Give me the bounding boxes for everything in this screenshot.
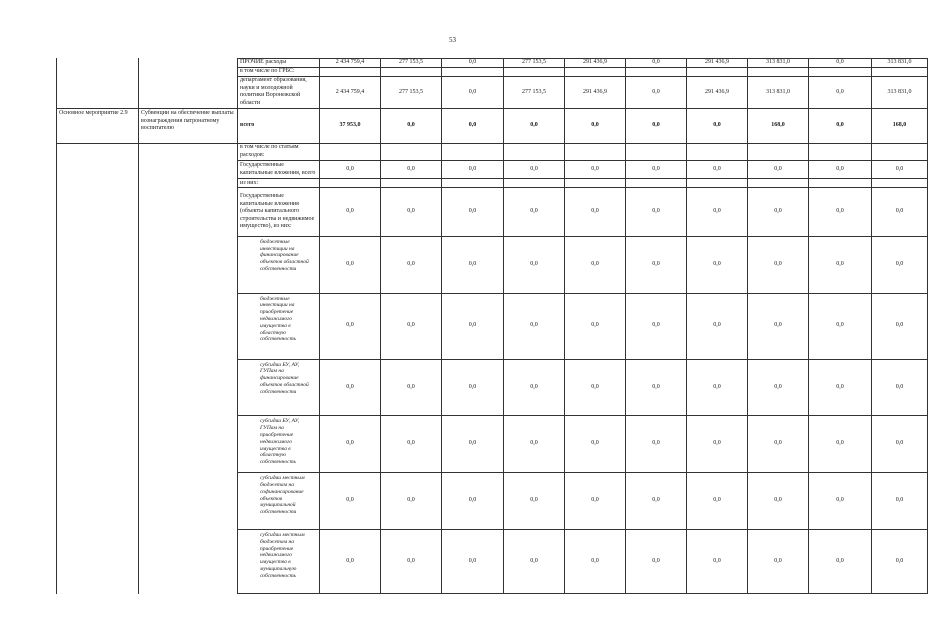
measure-title-cell (139, 359, 238, 416)
value-cell: 0,0 (809, 59, 872, 68)
value-cell: 0,0 (872, 359, 928, 416)
table-row (57, 160, 928, 179)
table-row (57, 359, 928, 416)
value-cell: 0,0 (442, 529, 504, 593)
value-cell: 0,0 (442, 293, 504, 359)
value-cell (626, 179, 687, 188)
value-cell: 0,0 (565, 416, 626, 473)
value-cell: 0,0 (381, 188, 442, 237)
table-row (57, 293, 928, 359)
value-cell: 0,0 (442, 160, 504, 179)
value-cell: 0,0 (626, 59, 687, 68)
value-cell: 0,0 (872, 529, 928, 593)
value-cell: 0,0 (872, 416, 928, 473)
value-cell: 0,0 (320, 359, 381, 416)
table-row (57, 144, 928, 161)
value-cell (626, 144, 687, 161)
value-cell (320, 67, 381, 76)
value-cell: 0,0 (687, 109, 748, 144)
measure-title-cell (139, 416, 238, 473)
row-label-text: Государственные капитальные вложения, всего (240, 162, 316, 176)
value-cell: 0,0 (320, 293, 381, 359)
value-cell (320, 179, 381, 188)
value-cell: 0,0 (381, 293, 442, 359)
table-row (57, 473, 928, 530)
value-cell: 0,0 (381, 529, 442, 593)
value-cell (381, 179, 442, 188)
value-cell: 0,0 (442, 188, 504, 237)
value-cell (381, 144, 442, 161)
value-cell: 0,0 (748, 529, 809, 593)
value-cell: 0,0 (504, 188, 565, 237)
value-cell (748, 144, 809, 161)
measure-title-cell (139, 76, 238, 108)
value-cell: 168,0 (748, 109, 809, 144)
row-label-text: всего (240, 122, 255, 129)
measure-title-cell (139, 473, 238, 530)
value-cell: 0,0 (565, 188, 626, 237)
value-cell (748, 179, 809, 188)
value-cell: 2 434 759,4 (320, 76, 381, 108)
row-label-text: бюджетные инвестиции на финансирование объектов областной собственности (260, 238, 309, 272)
measure-code-cell (57, 59, 139, 68)
value-cell (565, 179, 626, 188)
value-cell: 0,0 (504, 160, 565, 179)
value-cell: 0,0 (320, 236, 381, 293)
value-cell (442, 144, 504, 161)
measure-code-cell (57, 188, 139, 237)
value-cell (809, 179, 872, 188)
value-cell: 0,0 (748, 473, 809, 530)
row-label (238, 109, 320, 144)
value-cell: 313 831,0 (748, 76, 809, 108)
table-row (57, 179, 928, 188)
value-cell (565, 144, 626, 161)
measure-code-cell (57, 473, 139, 530)
value-cell: 0,0 (381, 359, 442, 416)
value-cell: 0,0 (320, 529, 381, 593)
measure-title-cell (139, 188, 238, 237)
value-cell (687, 67, 748, 76)
measure-code-cell (57, 67, 139, 76)
row-label (238, 59, 320, 68)
budget-table-container (56, 58, 912, 594)
value-cell: 0,0 (626, 359, 687, 416)
value-cell: 0,0 (565, 293, 626, 359)
measure-code-cell (57, 160, 139, 179)
value-cell: 0,0 (565, 359, 626, 416)
value-cell (504, 179, 565, 188)
value-cell: 0,0 (442, 76, 504, 108)
value-cell: 0,0 (565, 160, 626, 179)
row-label (238, 144, 320, 161)
value-cell: 0,0 (626, 188, 687, 237)
value-cell: 0,0 (626, 76, 687, 108)
row-label-text: в том числе по статьям расходов: (240, 144, 299, 159)
value-cell (872, 179, 928, 188)
value-cell: 0,0 (504, 416, 565, 473)
value-cell: 0,0 (687, 529, 748, 593)
row-label-text: департамент образования, науки и молодежной политики Воронежской области (240, 77, 307, 106)
value-cell: 277 153,5 (381, 59, 442, 68)
measure-title-cell (139, 293, 238, 359)
value-cell: 0,0 (381, 236, 442, 293)
value-cell: 0,0 (504, 359, 565, 416)
value-cell: 277 153,5 (504, 59, 565, 68)
value-cell: 0,0 (872, 236, 928, 293)
value-cell: 0,0 (442, 109, 504, 144)
row-label-text: Государственные капитальные вложения (объекты капитального строительства и недвижимое имущество), из них: (240, 193, 315, 230)
value-cell: 0,0 (381, 160, 442, 179)
measure-title: Субвенции на обеспечение выплаты вознаграждения патронатному воспитателю (139, 109, 238, 144)
value-cell: 313 831,0 (748, 59, 809, 68)
measure-code-cell (57, 179, 139, 188)
value-cell: 0,0 (687, 160, 748, 179)
value-cell: 0,0 (809, 109, 872, 144)
value-cell: 277 153,5 (381, 76, 442, 108)
value-cell (809, 67, 872, 76)
value-cell: 313 831,0 (872, 76, 928, 108)
table-row (57, 67, 928, 76)
value-cell: 0,0 (748, 236, 809, 293)
value-cell: 0,0 (809, 359, 872, 416)
value-cell: 0,0 (442, 473, 504, 530)
value-cell: 0,0 (442, 236, 504, 293)
value-cell: 0,0 (687, 416, 748, 473)
row-label (238, 160, 320, 179)
value-cell (504, 144, 565, 161)
value-cell: 0,0 (565, 236, 626, 293)
measure-title-cell (139, 160, 238, 179)
value-cell (809, 144, 872, 161)
value-cell: 0,0 (809, 473, 872, 530)
value-cell (442, 67, 504, 76)
value-cell: 291 436,9 (565, 76, 626, 108)
measure-title-cell (139, 144, 238, 161)
row-label-text: субсидии БУ, АУ, ГУПам на приобретение недвижимого имущества в областную собственность (260, 418, 300, 466)
value-cell (565, 67, 626, 76)
value-cell: 0,0 (626, 236, 687, 293)
row-label-text: ПРОЧИЕ расходы (240, 59, 287, 66)
table-row (57, 76, 928, 108)
value-cell: 0,0 (809, 293, 872, 359)
value-cell: 0,0 (626, 109, 687, 144)
value-cell (872, 144, 928, 161)
row-label-text: бюджетные инвестиции на приобретение недвижимого имущества в областную собственность (260, 295, 297, 343)
measure-title-cell (139, 236, 238, 293)
table-row (57, 416, 928, 473)
row-label (238, 529, 320, 593)
value-cell: 0,0 (504, 473, 565, 530)
value-cell: 0,0 (320, 188, 381, 237)
value-cell: 0,0 (872, 473, 928, 530)
row-label-text: субсидии БУ, АУ, ГУПам на финансирование объектов областной собственности (260, 361, 309, 395)
value-cell (687, 179, 748, 188)
value-cell: 291 436,9 (687, 59, 748, 68)
value-cell: 0,0 (748, 359, 809, 416)
value-cell: 0,0 (809, 236, 872, 293)
value-cell: 0,0 (809, 188, 872, 237)
row-label (238, 179, 320, 188)
measure-title-cell (139, 59, 238, 68)
value-cell: 0,0 (504, 293, 565, 359)
table-row (57, 109, 928, 144)
measure-code-cell (57, 144, 139, 161)
value-cell: 0,0 (565, 473, 626, 530)
measure-code-cell (57, 359, 139, 416)
value-cell (320, 144, 381, 161)
value-cell: 291 436,9 (565, 59, 626, 68)
value-cell: 0,0 (504, 236, 565, 293)
value-cell: 0,0 (626, 529, 687, 593)
measure-title-cell (139, 179, 238, 188)
row-label (238, 416, 320, 473)
value-cell (687, 144, 748, 161)
value-cell: 0,0 (809, 160, 872, 179)
value-cell: 0,0 (687, 236, 748, 293)
table-body (57, 59, 928, 594)
value-cell: 0,0 (687, 188, 748, 237)
value-cell: 0,0 (320, 416, 381, 473)
measure-title-cell (139, 67, 238, 76)
value-cell: 0,0 (687, 473, 748, 530)
value-cell: 0,0 (504, 109, 565, 144)
measure-title-cell (139, 529, 238, 593)
row-label (238, 76, 320, 108)
page-number: 53 (449, 36, 456, 44)
table-row (57, 529, 928, 593)
value-cell: 0,0 (748, 188, 809, 237)
row-label (238, 293, 320, 359)
value-cell (442, 179, 504, 188)
measure-code-cell (57, 416, 139, 473)
value-cell: 0,0 (748, 416, 809, 473)
value-cell: 0,0 (442, 59, 504, 68)
value-cell: 0,0 (626, 293, 687, 359)
measure-code-cell (57, 529, 139, 593)
value-cell: 37 953,0 (320, 109, 381, 144)
row-label-text: из них: (240, 179, 259, 186)
measure-code: Основное мероприятие 2.9 (57, 109, 139, 144)
value-cell: 0,0 (872, 188, 928, 237)
value-cell: 313 831,0 (872, 59, 928, 68)
row-label-text: субсидии местным бюджетам на приобретение недвижимого имущества в муниципальную собственность (260, 531, 305, 579)
table-row (57, 236, 928, 293)
value-cell: 0,0 (442, 416, 504, 473)
row-label (238, 67, 320, 76)
value-cell: 0,0 (565, 109, 626, 144)
value-cell: 0,0 (872, 293, 928, 359)
row-label (238, 236, 320, 293)
row-label (238, 359, 320, 416)
value-cell: 0,0 (320, 160, 381, 179)
value-cell: 0,0 (504, 529, 565, 593)
value-cell: 168,0 (872, 109, 928, 144)
measure-code-cell (57, 76, 139, 108)
value-cell: 0,0 (565, 529, 626, 593)
value-cell: 0,0 (809, 76, 872, 108)
value-cell: 0,0 (687, 293, 748, 359)
row-label-text: в том числе по ГРБС: (240, 67, 295, 74)
value-cell (504, 67, 565, 76)
value-cell: 0,0 (748, 293, 809, 359)
value-cell: 0,0 (809, 416, 872, 473)
value-cell: 0,0 (872, 160, 928, 179)
value-cell: 2 434 759,4 (320, 59, 381, 68)
value-cell: 0,0 (626, 473, 687, 530)
value-cell: 0,0 (626, 160, 687, 179)
value-cell: 0,0 (748, 160, 809, 179)
value-cell (626, 67, 687, 76)
measure-code-cell (57, 293, 139, 359)
budget-table (56, 58, 928, 594)
row-label-text: субсидии местным бюджетам на софинансирование объектов муниципальной собственности (260, 475, 305, 516)
value-cell (381, 67, 442, 76)
table-row (57, 59, 928, 68)
value-cell (872, 67, 928, 76)
value-cell: 0,0 (381, 473, 442, 530)
row-label (238, 188, 320, 237)
value-cell: 0,0 (442, 359, 504, 416)
table-row (57, 188, 928, 237)
row-label (238, 473, 320, 530)
value-cell: 0,0 (809, 529, 872, 593)
value-cell: 0,0 (320, 473, 381, 530)
value-cell: 0,0 (381, 109, 442, 144)
value-cell: 277 153,5 (504, 76, 565, 108)
value-cell: 291 436,9 (687, 76, 748, 108)
value-cell: 0,0 (626, 416, 687, 473)
measure-code-cell (57, 236, 139, 293)
value-cell (748, 67, 809, 76)
value-cell: 0,0 (687, 359, 748, 416)
value-cell: 0,0 (381, 416, 442, 473)
